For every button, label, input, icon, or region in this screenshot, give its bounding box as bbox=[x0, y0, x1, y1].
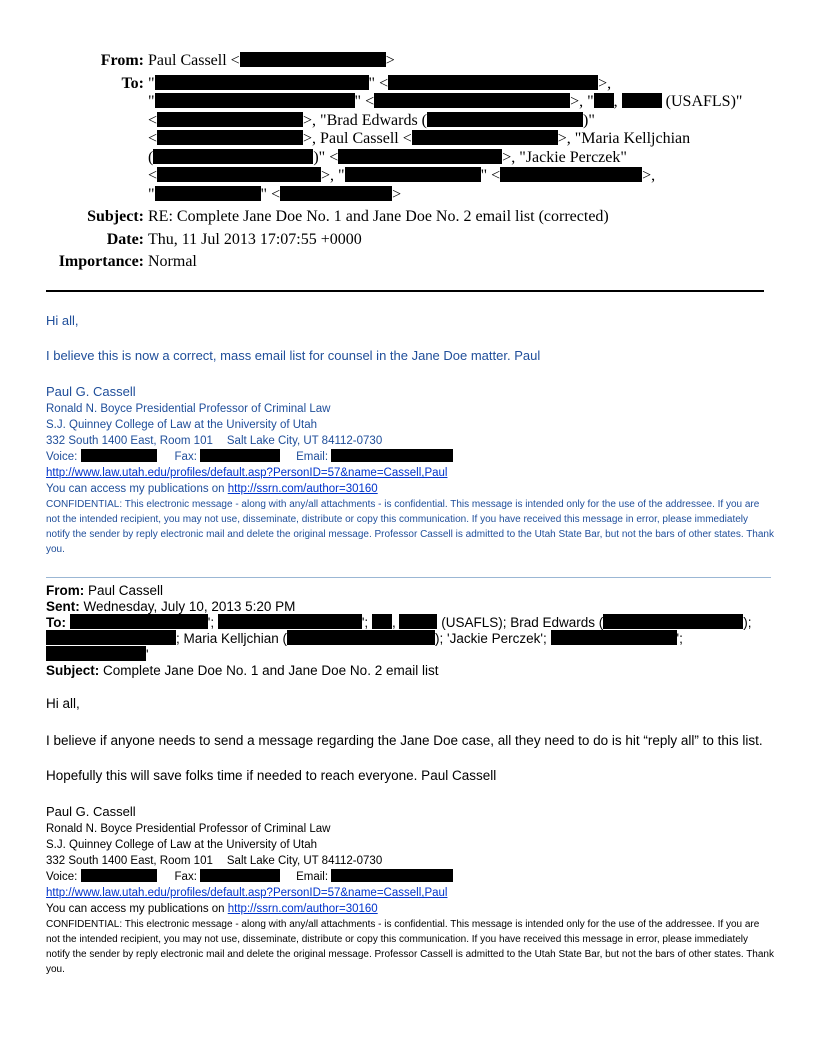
original-confidential-notice: CONFIDENTIAL: This electronic message - along with any/all attachments - is confidential. This message is intended only for the use of the addressee. If you are not the intended recipient, you may not use, disseminate, distribute or copy this communication. If you have received this message in error, please immediately notify the sender by reply electronic mail and delete the original message. Professor Cassell is admitted to the Utah State Bar, but not the bars of other states. Thank you. bbox=[46, 919, 774, 975]
signature-title: Ronald N. Boyce Presidential Professor of Criminal Law bbox=[46, 403, 331, 415]
publications-link[interactable]: http://ssrn.com/author=30160 bbox=[227, 903, 378, 915]
original-body-2: Hopefully this will save folks time if needed to reach everyone. Paul Cassell bbox=[46, 768, 497, 783]
to-text: >, "Maria Kelljchian bbox=[557, 130, 691, 147]
importance-value: Normal bbox=[148, 253, 197, 270]
signature-contact-line bbox=[46, 449, 776, 465]
header-from-row bbox=[0, 52, 816, 71]
profile-link-line bbox=[46, 465, 776, 481]
from-label: From: bbox=[100, 52, 144, 69]
to-text: )" bbox=[583, 111, 595, 129]
from-name: Paul Cassell < bbox=[148, 52, 240, 69]
original-profile-link-line bbox=[46, 885, 776, 901]
signature-city: Salt Lake City, UT 84112-0730 bbox=[226, 435, 383, 447]
reply-body: I believe this is now a correct, mass email list for counsel in the Jane Doe matter. Paul bbox=[46, 348, 541, 363]
original-signature-title: Ronald N. Boyce Presidential Professor of Criminal Law bbox=[46, 823, 331, 835]
redaction-box bbox=[331, 449, 453, 462]
to-text: > bbox=[392, 185, 402, 203]
to-text: " < bbox=[260, 185, 281, 203]
email-header bbox=[0, 52, 816, 272]
header-to-row bbox=[0, 93, 816, 112]
signature-address: 332 South 1400 East, Room 101 bbox=[46, 855, 213, 867]
redaction-box bbox=[218, 614, 362, 629]
original-subject-label: Subject: bbox=[46, 663, 100, 678]
publications-text: You can access my publications on bbox=[46, 903, 228, 915]
original-from-label: From: bbox=[46, 583, 85, 598]
to-text: " < bbox=[480, 167, 501, 184]
to-text: )" < bbox=[313, 148, 339, 166]
signature-address: 332 South 1400 East, Room 101 bbox=[46, 435, 213, 447]
to-text: , bbox=[391, 615, 396, 630]
to-text: ); bbox=[743, 615, 752, 630]
confidential-notice: CONFIDENTIAL: This electronic message - along with any/all attachments - is confidential. This message is intended only for the use of the addressee. If you are not the intended recipient, you may not use, disseminate, distribute or copy this communication. If you have received this message in error, please immediately notify the sender by reply electronic mail and delete the original message. Professor Cassell is admitted to the Utah State Bar, but not the bars of other states. Thank you. bbox=[46, 499, 774, 555]
reply-greeting: Hi all, bbox=[46, 313, 79, 328]
redaction-box bbox=[155, 186, 261, 201]
to-text: >, " bbox=[321, 167, 345, 184]
to-text: " < bbox=[368, 74, 389, 92]
redaction-box bbox=[157, 167, 321, 182]
redaction-box bbox=[374, 93, 570, 108]
redaction-box bbox=[46, 630, 176, 645]
to-text: < bbox=[148, 130, 158, 147]
to-text: >, Paul Cassell < bbox=[303, 130, 412, 147]
original-subject-row bbox=[46, 662, 776, 680]
to-text: >, " bbox=[570, 93, 594, 110]
redaction-box bbox=[622, 93, 662, 108]
date-label: Date: bbox=[106, 230, 144, 248]
header-to-row bbox=[0, 75, 816, 94]
date-value: Thu, 11 Jul 2013 17:07:55 +0000 bbox=[148, 230, 362, 248]
redaction-box bbox=[81, 869, 157, 882]
original-signature-name: Paul G. Cassell bbox=[46, 804, 136, 819]
to-text: < bbox=[148, 167, 158, 184]
redaction-box bbox=[155, 93, 355, 108]
header-to-row bbox=[0, 112, 816, 131]
header-date-row bbox=[0, 231, 816, 250]
original-sent-label: Sent: bbox=[46, 599, 80, 614]
to-text: '; bbox=[361, 615, 369, 630]
redaction-box bbox=[46, 646, 146, 661]
redaction-box bbox=[603, 614, 743, 629]
original-sent: Wednesday, July 10, 2013 5:20 PM bbox=[83, 599, 296, 614]
voice-label: Voice: bbox=[46, 871, 78, 883]
redaction-box bbox=[331, 869, 453, 882]
redaction-box bbox=[287, 630, 435, 645]
redaction-box bbox=[399, 614, 437, 629]
original-greeting: Hi all, bbox=[46, 696, 80, 711]
to-text: ( bbox=[148, 148, 154, 166]
to-text: >, bbox=[598, 74, 612, 92]
to-text: ; Maria Kelljchian ( bbox=[176, 631, 288, 646]
header-importance-row bbox=[0, 253, 816, 272]
message-separator bbox=[46, 577, 771, 578]
to-text: " bbox=[148, 185, 155, 203]
publications-line bbox=[46, 481, 776, 497]
fax-label: Fax: bbox=[174, 871, 197, 883]
to-text: ); 'Jackie Perczek'; bbox=[435, 631, 547, 646]
publications-text: You can access my publications on bbox=[46, 483, 228, 495]
original-signature-school: S.J. Quinney College of Law at the University of Utah bbox=[46, 839, 318, 851]
email-label: Email: bbox=[296, 871, 329, 883]
to-text: < bbox=[148, 111, 158, 129]
to-text: >, "Jackie Perczek" bbox=[502, 148, 627, 166]
header-to-row bbox=[0, 167, 816, 186]
header-to-row bbox=[0, 149, 816, 168]
redaction-box bbox=[70, 614, 208, 629]
header-to-row bbox=[0, 186, 816, 205]
original-signature-address-line bbox=[46, 853, 776, 869]
redaction-box bbox=[200, 449, 280, 462]
importance-label: Importance: bbox=[58, 253, 144, 270]
redaction-box bbox=[157, 112, 303, 127]
to-text: " < bbox=[354, 93, 375, 110]
voice-label: Voice: bbox=[46, 451, 78, 463]
redaction-box bbox=[388, 75, 598, 90]
subject-value: RE: Complete Jane Doe No. 1 and Jane Doe No. 2 email list (corrected) bbox=[148, 208, 609, 225]
to-text: >, bbox=[642, 167, 656, 184]
redaction-box bbox=[240, 52, 386, 67]
original-signature-contact-line bbox=[46, 869, 776, 885]
redaction-box bbox=[594, 93, 614, 108]
to-text: , bbox=[613, 93, 618, 110]
to-label: To: bbox=[121, 74, 144, 92]
header-to-row bbox=[0, 130, 816, 149]
to-text: ' bbox=[146, 647, 149, 662]
subject-label: Subject: bbox=[87, 208, 144, 225]
to-text: >, "Brad Edwards ( bbox=[303, 111, 427, 129]
redaction-box bbox=[427, 112, 583, 127]
to-text: (USAFLS)" bbox=[665, 93, 743, 110]
from-close: > bbox=[385, 52, 395, 69]
redaction-box bbox=[157, 130, 303, 145]
original-subject: Complete Jane Doe No. 1 and Jane Doe No. 2 email list bbox=[103, 663, 439, 678]
header-divider bbox=[46, 290, 764, 292]
signature-address-line bbox=[46, 433, 776, 449]
redaction-box bbox=[372, 614, 392, 629]
signature-name: Paul G. Cassell bbox=[46, 384, 136, 399]
redaction-box bbox=[200, 869, 280, 882]
redaction-box bbox=[338, 149, 502, 164]
profile-link[interactable]: http://www.law.utah.edu/profiles/default.asp?PersonID=57&name=Cassell,Paul bbox=[46, 887, 448, 899]
header-subject-row bbox=[0, 208, 816, 227]
signature-school: S.J. Quinney College of Law at the University of Utah bbox=[46, 419, 318, 431]
original-from: Paul Cassell bbox=[88, 583, 164, 598]
publications-link[interactable]: http://ssrn.com/author=30160 bbox=[227, 483, 378, 495]
to-text: " bbox=[148, 74, 155, 92]
signature-city: Salt Lake City, UT 84112-0730 bbox=[226, 855, 383, 867]
redaction-box bbox=[153, 149, 313, 164]
redaction-box bbox=[155, 75, 369, 90]
original-publications-line bbox=[46, 901, 776, 917]
to-text: (USAFLS); Brad Edwards ( bbox=[441, 615, 604, 630]
redaction-box bbox=[551, 630, 677, 645]
redaction-box bbox=[345, 167, 481, 182]
redaction-box bbox=[500, 167, 642, 182]
original-body-1: I believe if anyone needs to send a message regarding the Jane Doe case, all they need to do is hit “reply all” to this list. bbox=[46, 733, 763, 748]
original-to-label: To: bbox=[46, 615, 66, 630]
redaction-box bbox=[81, 449, 157, 462]
profile-link[interactable]: http://www.law.utah.edu/profiles/default.asp?PersonID=57&name=Cassell,Paul bbox=[46, 467, 448, 479]
to-text: '; bbox=[676, 631, 683, 646]
redaction-box bbox=[412, 130, 558, 145]
to-text: '; bbox=[207, 615, 215, 630]
redaction-box bbox=[280, 186, 392, 201]
to-text: " bbox=[148, 93, 155, 110]
fax-label: Fax: bbox=[174, 451, 197, 463]
email-label: Email: bbox=[296, 451, 329, 463]
